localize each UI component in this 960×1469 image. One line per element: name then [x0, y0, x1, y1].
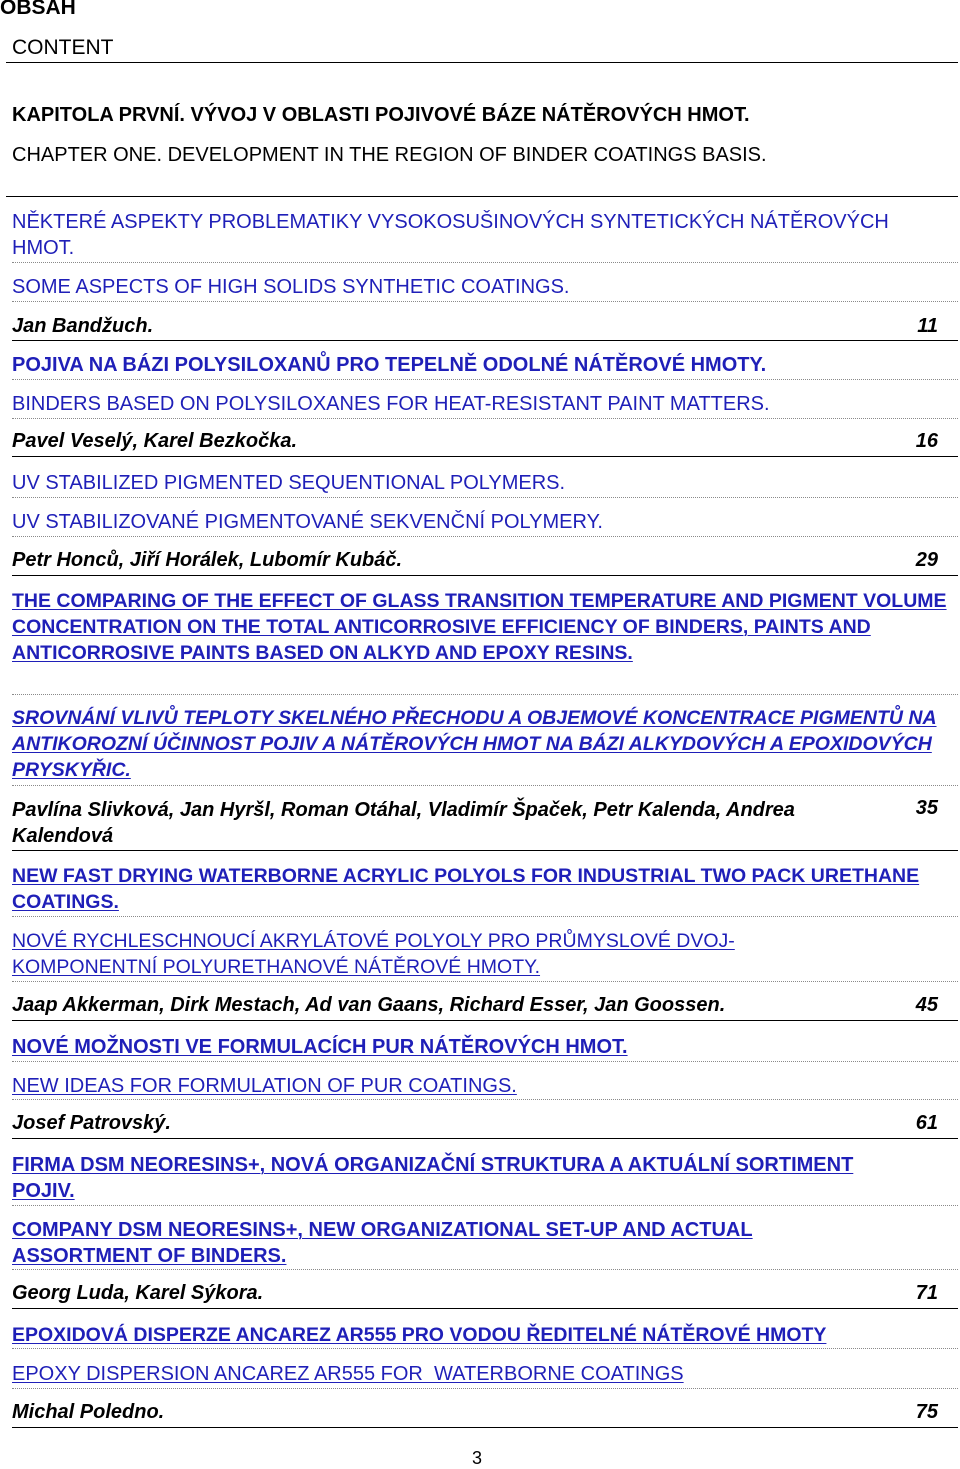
entry-4-title-cz[interactable]: SROVNÁNÍ VLIVŮ TEPLOTY SKELNÉHO PŘECHODU A OBJEMOVÉ KONCENTRACE PIGMENTŮ NA ANTIKOROZNÍ ÚČINNOST POJIV A NÁTĚROVÝCH HMOT NA BÁZI ALKYDOVÝCH A EPOXIDOVÝCH PRYSKYŘIC. [12, 707, 937, 781]
dotted-divider [12, 497, 958, 498]
entry-5-page: 45 [915, 994, 938, 1016]
dotted-divider [12, 1388, 958, 1389]
entry-4-authors: Pavlína Slivková, Jan Hyršl, Roman Otáhal, Vladimír Špaček, Petr Kalenda, Andrea Kalendová [12, 799, 795, 847]
entry-7-authors: Georg Luda, Karel Sýkora. [12, 1282, 264, 1304]
entry-8-authors: Michal Poledno. [12, 1401, 165, 1423]
dotted-divider [12, 536, 958, 537]
dotted-divider [12, 1099, 958, 1100]
entry-1-page: 11 [917, 315, 938, 337]
toc-subtitle: CONTENT [12, 36, 114, 59]
page-number: 3 [472, 1448, 483, 1468]
entry-6-title-cz[interactable]: NOVÉ MOŽNOSTI VE FORMULACÍCH PUR NÁTĚROVÝCH HMOT. [12, 1036, 628, 1058]
dotted-divider [12, 418, 958, 419]
entry-1-title-en[interactable]: SOME ASPECTS OF HIGH SOLIDS SYNTHETIC COATINGS. [12, 276, 570, 298]
entry-4-title-en[interactable]: THE COMPARING OF THE EFFECT OF GLASS TRANSITION TEMPERATURE AND PIGMENT VOLUME CONCENTRATION ON THE TOTAL ANTICORROSIVE EFFICIENCY OF BINDERS, PAINTS AND ANTICORROSIVE PAINTS BASED ON ALKYD AND EPOXY RESINS. [12, 590, 947, 664]
chapter-title-cz: KAPITOLA PRVNÍ. VÝVOJ V OBLASTI POJIVOVÉ BÁZE NÁTĚROVÝCH HMOT. [12, 104, 750, 126]
dotted-divider [12, 694, 958, 695]
entry-3-authors: Petr Honců, Jiří Horálek, Lubomír Kubáč. [12, 549, 403, 571]
dotted-divider [12, 379, 958, 380]
entry-8-page: 75 [915, 1401, 938, 1423]
entry-separator [12, 1308, 958, 1309]
entry-separator [12, 1427, 958, 1428]
entry-2-title-en[interactable]: BINDERS BASED ON POLYSILOXANES FOR HEAT-RESISTANT PAINT MATTERS. [12, 393, 770, 415]
entry-3-page: 29 [915, 549, 938, 571]
dotted-divider [12, 981, 958, 982]
entry-6-title-en[interactable]: NEW IDEAS FOR FORMULATION OF PUR COATINGS. [12, 1075, 517, 1097]
dotted-divider [12, 1061, 958, 1062]
dotted-divider [12, 262, 958, 263]
dotted-divider [12, 1348, 958, 1349]
entry-8-title-cz[interactable]: EPOXIDOVÁ DISPERZE ANCAREZ AR555 PRO VODOU ŘEDITELNÉ NÁTĚROVÉ HMOTY [12, 1324, 827, 1346]
entry-5-authors: Jaap Akkerman, Dirk Mestach, Ad van Gaans, Richard Esser, Jan Goossen. [12, 994, 726, 1016]
dotted-divider [12, 1269, 958, 1270]
entry-separator [12, 340, 958, 341]
chapter-rule [6, 196, 958, 197]
entry-3-title-cz[interactable]: UV STABILIZOVANÉ PIGMENTOVANÉ SEKVENČNÍ POLYMERY. [12, 511, 603, 533]
entry-separator [12, 456, 958, 457]
entry-8-title-en[interactable]: EPOXY DISPERSION ANCAREZ AR555 FOR WATERBORNE COATINGS [12, 1363, 684, 1385]
entry-2-title-cz[interactable]: POJIVA NA BÁZI POLYSILOXANŮ PRO TEPELNĚ ODOLNÉ NÁTĚROVÉ HMOTY. [12, 354, 767, 376]
dotted-divider [12, 301, 958, 302]
entry-separator [12, 1138, 958, 1139]
entry-7-title-en[interactable]: COMPANY DSM NEORESINS+, NEW ORGANIZATIONAL SET-UP AND ACTUAL ASSORTMENT OF BINDERS. [12, 1219, 753, 1267]
entry-separator [12, 1020, 958, 1021]
entry-1-title-cz[interactable]: NĚKTERÉ ASPEKTY PROBLEMATIKY VYSOKOSUŠINOVÝCH SYNTETICKÝCH NÁTĚROVÝCH HMOT. [12, 211, 889, 259]
entry-7-page: 71 [915, 1282, 938, 1304]
entry-5-title-en[interactable]: NEW FAST DRYING WATERBORNE ACRYLIC POLYOLS FOR INDUSTRIAL TWO PACK URETHANE COATINGS. [12, 865, 920, 913]
dotted-divider [12, 1205, 958, 1206]
entry-separator [12, 575, 958, 576]
dotted-divider [12, 785, 958, 786]
entry-3-title-en[interactable]: UV STABILIZED PIGMENTED SEQUENTIONAL POLYMERS. [12, 472, 566, 494]
dotted-divider [12, 916, 958, 917]
entry-2-page: 16 [915, 430, 938, 452]
toc-title: OBSAH [0, 0, 76, 19]
header-rule [6, 62, 958, 63]
entry-separator [12, 850, 958, 851]
chapter-title-en: CHAPTER ONE. DEVELOPMENT IN THE REGION OF BINDER COATINGS BASIS. [12, 144, 767, 166]
entry-6-page: 61 [915, 1112, 938, 1134]
entry-7-title-cz[interactable]: FIRMA DSM NEORESINS+, NOVÁ ORGANIZAČNÍ STRUKTURA A AKTUÁLNÍ SORTIMENT POJIV. [12, 1154, 854, 1202]
entry-4-page: 35 [915, 797, 938, 819]
entry-1-authors: Jan Bandžuch. [12, 315, 154, 337]
entry-6-authors: Josef Patrovský. [12, 1112, 171, 1134]
entry-5-title-cz[interactable]: NOVÉ RYCHLESCHNOUCÍ AKRYLÁTOVÉ POLYOLY PRO PRŮMYSLOVÉ DVOJ-KOMPONENTNÍ POLYURETHANOVÉ NÁTĚROVÉ HMOTY. [12, 930, 735, 978]
entry-2-authors: Pavel Veselý, Karel Bezkočka. [12, 430, 297, 452]
